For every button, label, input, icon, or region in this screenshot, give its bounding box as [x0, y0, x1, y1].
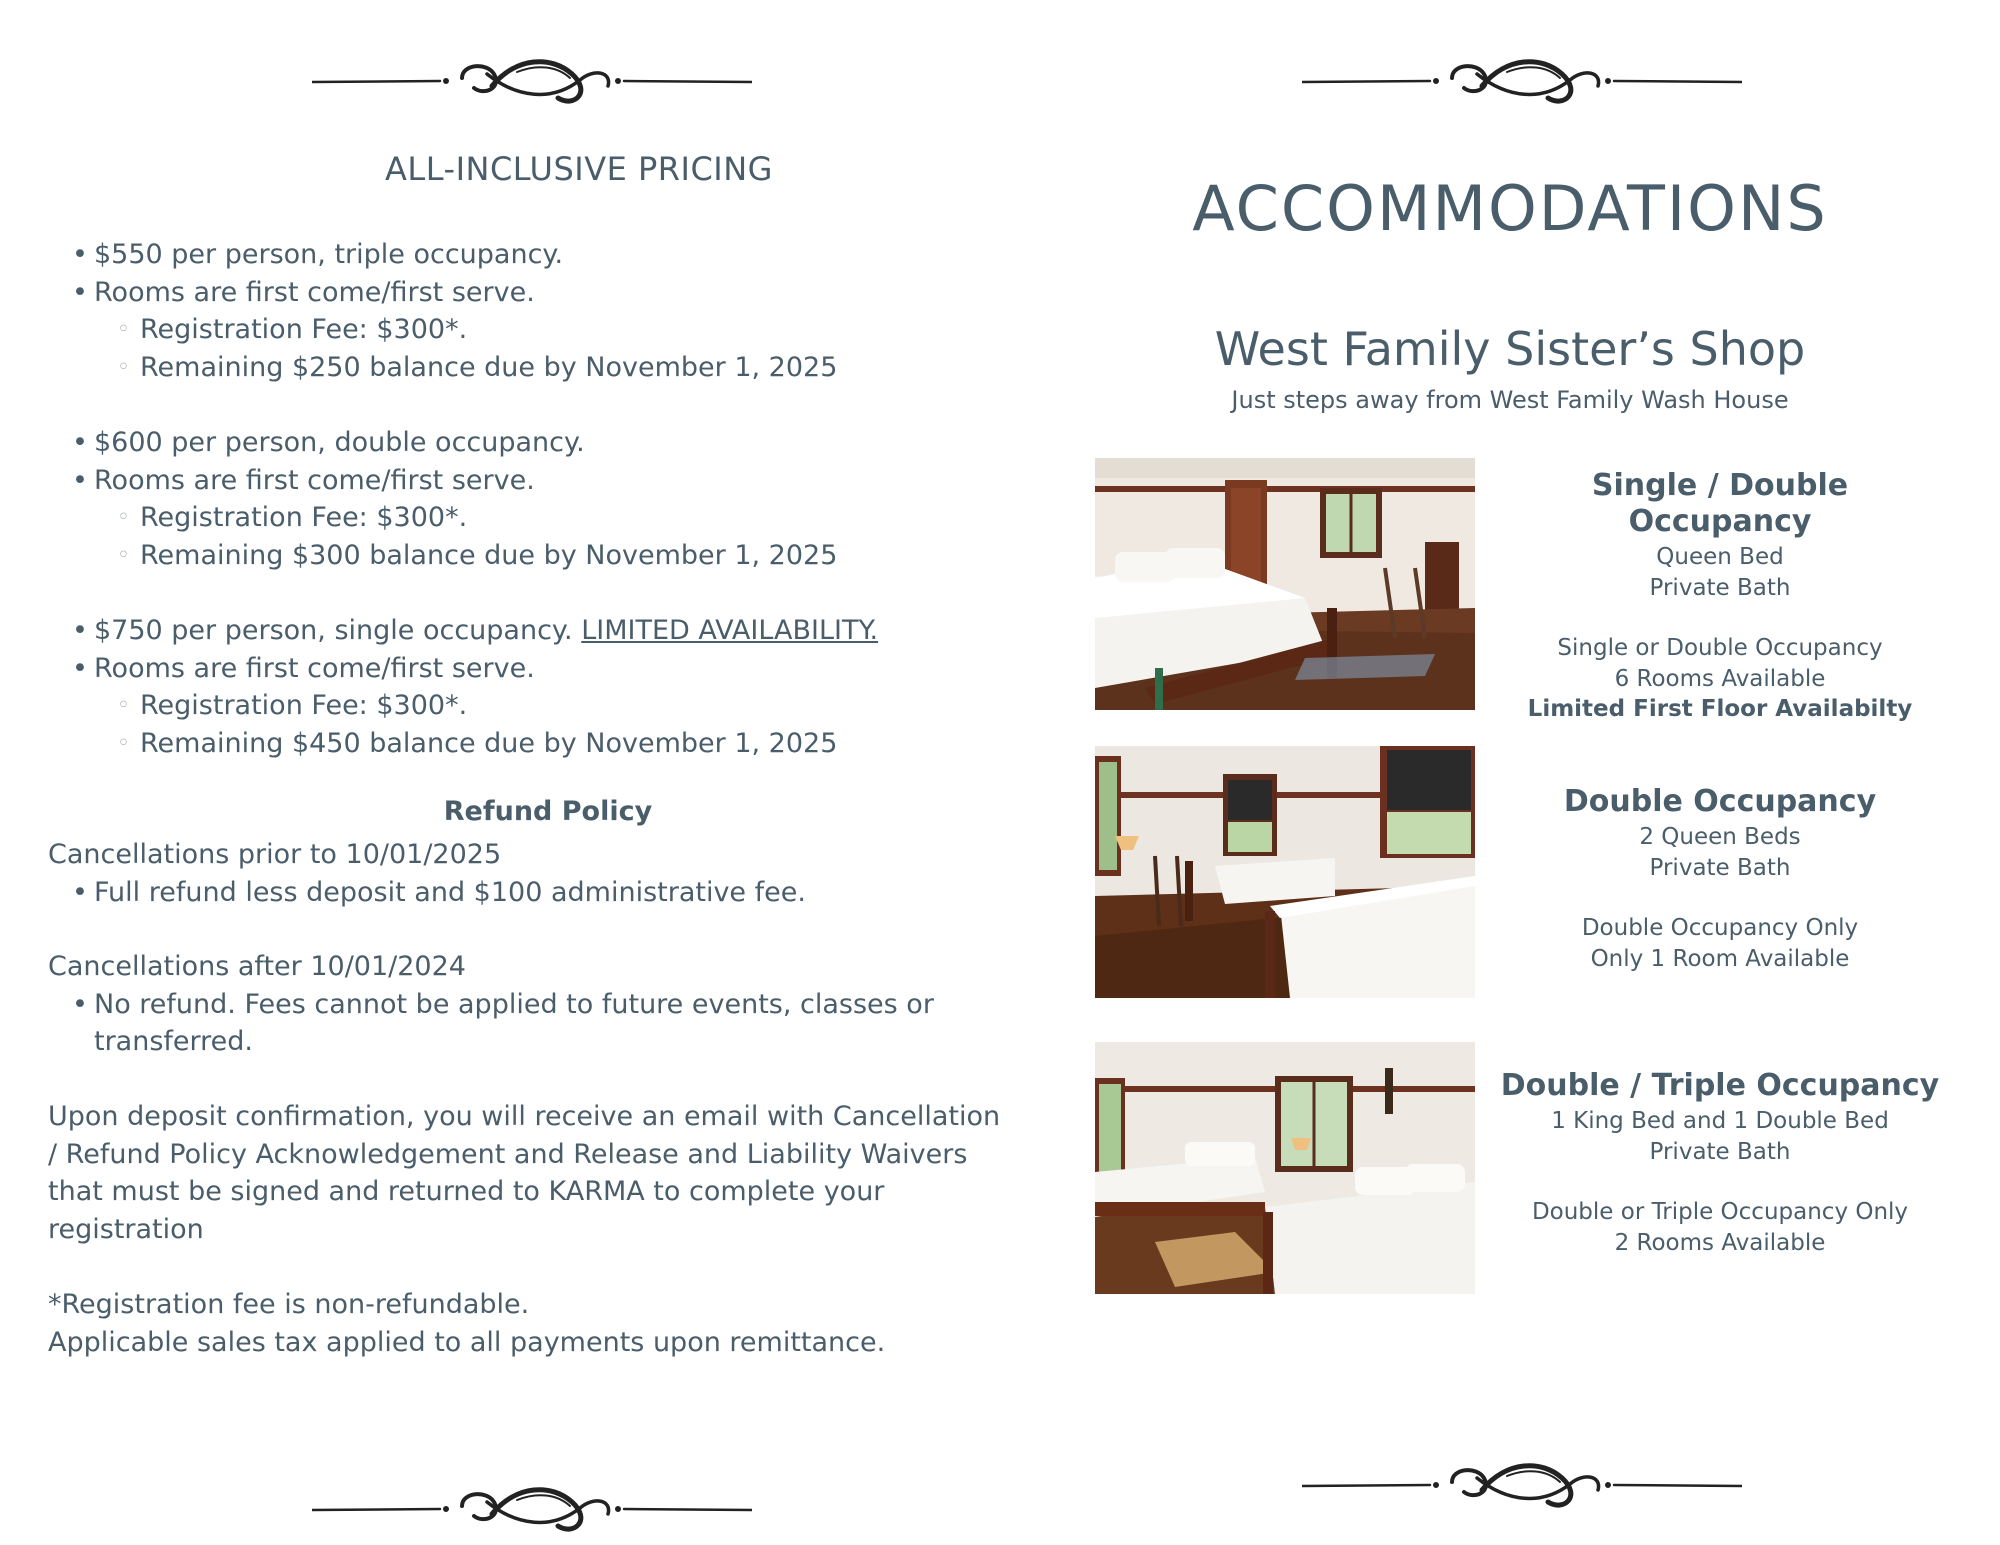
bottom-right-flourish-icon	[1302, 1456, 1742, 1516]
refund-after-block	[48, 948, 1028, 1061]
room-bath: Private Bath	[1649, 1138, 1791, 1165]
room-info-double-triple	[1500, 1068, 1940, 1258]
registration-fee-line: ◦ Registration Fee: $300*.	[48, 311, 1008, 349]
first-come-line: • Rooms are first come/first serve.	[48, 650, 1008, 688]
price-line: • $750 per person, single occupancy. LIMITED AVAILABILITY.	[48, 612, 1008, 650]
registration-footnote: *Registration fee is non-refundable.	[48, 1289, 530, 1320]
footnotes	[48, 1286, 1028, 1361]
refund-policy-title: Refund Policy	[443, 796, 653, 827]
room-photo-double-triple	[1095, 1042, 1475, 1294]
room-availability: 2 Rooms Available	[1614, 1229, 1826, 1256]
pricing-tier-double	[48, 424, 1008, 574]
remaining-balance-line: ◦ Remaining $450 balance due by November 1, 2025	[48, 725, 1008, 763]
limited-availability-link[interactable]: LIMITED AVAILABILITY.	[581, 615, 879, 646]
first-come-line: • Rooms are first come/first serve.	[48, 274, 1008, 312]
pricing-title: ALL-INCLUSIVE PRICING	[385, 150, 773, 188]
registration-fee-line: ◦ Registration Fee: $300*.	[48, 687, 1008, 725]
room-occupancy: Single or Double Occupancy	[1557, 635, 1883, 661]
shop-name: West Family Sister’s Shop	[1214, 322, 1806, 376]
bedroom-photo-icon	[1095, 458, 1475, 710]
bedroom-photo-icon	[1095, 1042, 1475, 1294]
room-bed: 2 Queen Beds	[1639, 824, 1801, 850]
room-photo-double	[1095, 746, 1475, 998]
pricing-tier-single	[48, 612, 1008, 762]
room-note: Limited First Floor Availabilty	[1527, 696, 1913, 722]
pricing-tier-triple	[48, 236, 1008, 386]
room-info-single-double	[1500, 468, 1940, 725]
room-name: Double Occupancy	[1563, 784, 1877, 819]
first-come-line: • Rooms are first come/first serve.	[48, 462, 1008, 500]
room-occupancy: Double Occupancy Only	[1581, 915, 1859, 941]
bedroom-photo-icon	[1095, 746, 1475, 998]
room-bed: 1 King Bed and 1 Double Bed	[1551, 1108, 1889, 1134]
room-photo-single-double	[1095, 458, 1475, 710]
top-left-flourish-icon	[312, 52, 752, 112]
room-availability: Only 1 Room Available	[1590, 945, 1850, 972]
sales-tax-footnote: Applicable sales tax applied to all payments upon remittance.	[48, 1326, 886, 1358]
room-name: Single / Double Occupancy	[1591, 468, 1849, 539]
deposit-note: Upon deposit confirmation, you will receive an email with Cancellation / Refund Policy Acknowledgement and Release and Liability Waivers that must be signed and returned to KARMA to complete your registration	[48, 1101, 1001, 1245]
remaining-balance-line: ◦ Remaining $250 balance due by November 1, 2025	[48, 349, 1008, 387]
registration-fee-line: ◦ Registration Fee: $300*.	[48, 499, 1008, 537]
room-bath: Private Bath	[1649, 854, 1791, 881]
remaining-balance-line: ◦ Remaining $300 balance due by November 1, 2025	[48, 537, 1008, 575]
room-bath: Private Bath	[1649, 574, 1791, 601]
price-line: • $550 per person, triple occupancy.	[48, 236, 1008, 274]
cancel-prior-label: Cancellations prior to 10/01/2025	[48, 839, 502, 870]
cancel-after-bullet: • No refund. Fees cannot be applied to future events, classes or transferred.	[48, 986, 974, 1061]
price-line: • $600 per person, double occupancy.	[48, 424, 1008, 462]
refund-prior-block	[48, 836, 1028, 911]
cancel-prior-bullet: • Full refund less deposit and $100 administrative fee.	[48, 874, 1028, 912]
accommodations-title: ACCOMMODATIONS	[1192, 172, 1828, 245]
shop-subtitle: Just steps away from West Family Wash House	[1231, 386, 1789, 414]
room-occupancy: Double or Triple Occupancy Only	[1531, 1199, 1909, 1225]
bottom-left-flourish-icon	[312, 1480, 752, 1540]
top-right-flourish-icon	[1302, 52, 1742, 112]
cancel-after-label: Cancellations after 10/01/2024	[48, 951, 466, 982]
room-availability: 6 Rooms Available	[1614, 665, 1826, 692]
room-info-double	[1500, 784, 1940, 974]
room-bed: Queen Bed	[1656, 544, 1784, 570]
room-name: Double / Triple Occupancy	[1500, 1068, 1940, 1103]
